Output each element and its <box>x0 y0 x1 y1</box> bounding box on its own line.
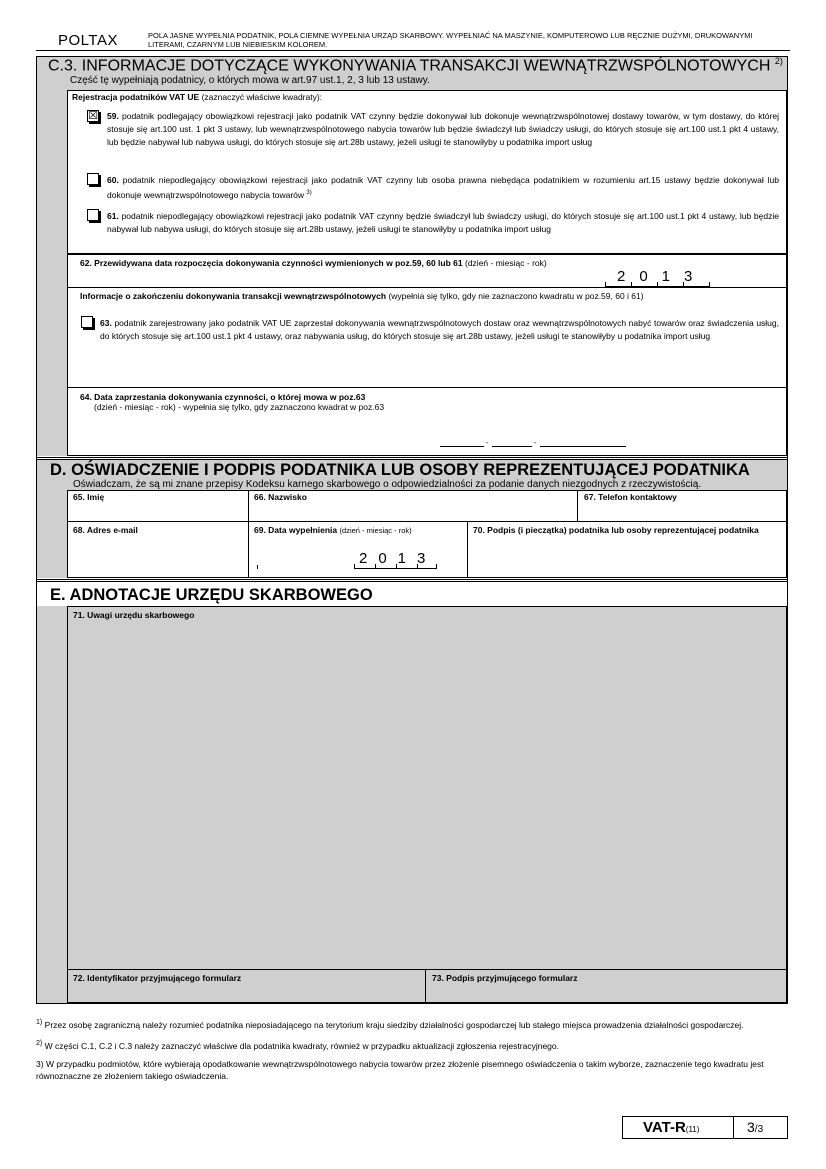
e-title: E. ADNOTACJE URZĘDU SKARBOWEGO <box>50 586 373 604</box>
termination-label-text: Informacje o zakończeniu dokonywania transakcji wewnątrzwspólnotowych <box>80 291 387 301</box>
option-63-number: 63. <box>100 318 112 328</box>
option-63-text: podatnik zarejestrowany jako podatnik VAT UE zaprzestał dokonywania wewnątrzwspólnotowych dostaw oraz wewnątrzwspólnotowych nabyć towarów oraz świadczenia usług, do których stosuje się art.100 ust.1 pkt 4 ustawy, oraz nabywania usług, do których stosuje się art.28b ustawy, jeżeli usługi te stanowiłyby u podatnika import usług <box>100 318 779 341</box>
form-id-divider <box>733 1117 734 1138</box>
option-61-text: podatnik niepodlegający obowiązkowi rejestracji jako podatnik VAT czynny będzie świadczył lub świadczy usługi, do których stosuje się art.100 ust.1 pkt 4 ustawy, lub będzie nabywał lub nabywa usługi, do których stosuje się art.28b ustawy, jeżeli usługi te stanowiłyby u podatnika import usług <box>107 211 779 234</box>
registration-label-text: Rejestracja podatników VAT UE <box>72 92 200 102</box>
registration-hint: (zaznaczyć właściwe kwadraty): <box>201 92 323 102</box>
field-67-label: 67. Telefon kontaktowy <box>584 492 677 502</box>
field-62-label <box>80 258 547 268</box>
field-69-label <box>254 525 412 535</box>
footnote-2-mark: 2) <box>36 1038 43 1047</box>
page-current: 3 <box>747 1119 755 1135</box>
footnote-1-text: Przez osobę zagraniczną należy rozumieć podatnika nieposiadającego na terytorium kraju siedziby działalności gospodarczej lub stałego miejsca prowadzenia działalności gospodarczej. <box>44 1019 744 1030</box>
field-72-label: 72. Identyfikator przyjmującego formularz <box>73 973 242 983</box>
field-66-label: 66. Nazwisko <box>254 492 307 502</box>
field-69-value: 2013 <box>359 550 437 567</box>
termination-label <box>80 291 644 301</box>
footnote-2-text: W części C.1, C.2 i C.3 należy zaznaczyć właściwe dla podatnika kwadraty, również w przypadku aktualizacji zgłoszenia rejestracyjnego. <box>44 1040 559 1051</box>
section-e-divider <box>37 579 787 582</box>
c3-gutter <box>37 90 67 456</box>
option-59-text: podatnik podlegający obowiązkowi rejestracji jako podatnik VAT czynny będzie dokonywał lub dokonuje wewnątrzwspólnotowej dostawy towarów, w tym dostawy, do której stosuje się art.100 ust. 1 pkt 3 ustawy, lub wewnątrzwspólnotowego nabycia towarów lub będzie świadczył lub świadczy usługi, do których stosuje się art.100 ust.1 pkt 4 ustawy, lub będzie nabywał lub nabywa usługi, do których stosuje się art.28b ustawy, jeżeli usługi te stanowiłyby u podatnika import usług <box>107 111 779 147</box>
field-71 <box>67 606 787 970</box>
c3-subtitle: Część tę wypełniają podatnicy, o których mowa w art.97 ust.1, 2, 3 lub 13 ustawy. <box>70 75 430 86</box>
checkbox-59[interactable]: ☒ <box>88 110 98 122</box>
field-70-label: 70. Podpis (i pieczątka) podatnika lub osoby reprezentującej podatnika <box>473 525 759 535</box>
option-61-number: 61. <box>107 211 119 221</box>
field-69-label-text: 69. Data wypełnienia <box>254 525 338 535</box>
option-60-number: 60. <box>107 175 119 185</box>
footnote-1-mark: 1) <box>36 1018 43 1026</box>
footnote-1 <box>36 1016 790 1031</box>
field-62-date <box>605 270 710 287</box>
field-65-label: 65. Imię <box>73 492 105 502</box>
form-code: VAT-R <box>643 1119 686 1136</box>
header-divider <box>36 50 790 51</box>
c3-title-text: C.3. INFORMACJE DOTYCZĄCE WYKONYWANIA TRANSAKCJI WEWNĄTRZWSPÓLNOTOWYCH <box>48 57 771 75</box>
option-63 <box>100 317 779 343</box>
checkbox-63[interactable] <box>81 316 93 328</box>
d-subtitle: Oświadczam, że są mi znane przepisy Kodeksu karnego skarbowego o odpowiedzialności za podanie danych niezgodnych z rzeczywistością. <box>73 479 702 490</box>
d-title: D. OŚWIADCZENIE I PODPIS PODATNIKA LUB OSOBY REPREZENTUJĄCEJ PODATNIKA <box>50 461 750 479</box>
option-61 <box>107 210 779 236</box>
option-60-text: podatnik niepodlegający obowiązkowi rejestracji jako podatnik VAT czynny lub osoba prawna niebędąca podatnikiem w rozumieniu art.15 ustawy będzie dokonywał lub dokonuje wewnątrzwspólnotowego nabycia towarów <box>107 175 779 200</box>
field-69-left-tick <box>257 565 258 569</box>
field-73-label: 73. Podpis przyjmującego formularz <box>432 973 578 983</box>
d-gutter <box>37 490 67 578</box>
field-64-date: - - <box>440 441 626 447</box>
registration-label <box>72 92 322 102</box>
header-instructions: POLA JASNE WYPEŁNIA PODATNIK, POLA CIEMNE WYPEŁNIA URZĄD SKARBOWY. WYPEŁNIAĆ NA MASZYNIE, KOMPUTEROWO LUB RĘCZNIE DUŻYMI, DRUKOWANYMI LITERAMI, CZARNYM LUB NIEBIESKIM KOLOREM. <box>148 31 753 49</box>
form-version: (11) <box>685 1125 700 1134</box>
form-id-box <box>622 1116 788 1139</box>
field-68-label: 68. Adres e-mail <box>73 525 138 535</box>
c3-title <box>48 56 783 75</box>
termination-hint: (wypełnia się tylko, gdy nie zaznaczono kwadratu w poz.59, 60 i 61) <box>388 291 644 301</box>
field-64-hint: (dzień - miesiąc - rok) - wypełnia się tylko, gdy zaznaczono kwadrat w poz.63 <box>94 402 385 412</box>
poltax-logo: POLTAX <box>58 32 118 49</box>
page-number <box>747 1119 763 1135</box>
field-62-label-text: 62. Przewidywana data rozpoczęcia dokonywania czynności wymienionych w poz.59, 60 lub 61 <box>80 258 463 268</box>
field-62-value: 2013 <box>617 268 707 285</box>
checkbox-60[interactable] <box>87 173 99 185</box>
field-62-hint: (dzień - miesiąc - rok) <box>465 258 547 268</box>
field-64-label: 64. Data zaprzestania dokonywania czynności, o której mowa w poz.63 <box>80 392 366 402</box>
field-69-hint: (dzień - miesiąc - rok) <box>339 526 412 535</box>
footnote-3-text: W przypadku podmiotów, które wybierają opodatkowanie wewnątrzwspólnotowego nabycia towarów przez złożenie pisemnego oświadczenia o takim wyborze, zaznaczenie tego kwadratu jest równoznaczne ze złożeniem takiego oświadczenia. <box>36 1058 764 1081</box>
footnote-3 <box>36 1058 790 1082</box>
footnote-2 <box>36 1037 790 1052</box>
option-60 <box>107 174 779 202</box>
option-59 <box>107 110 779 149</box>
footnote-3-mark: 3) <box>36 1058 44 1069</box>
footnotes <box>36 1016 790 1082</box>
e-gutter <box>37 606 67 1003</box>
field-69-date <box>354 552 437 569</box>
field-71-label: 71. Uwagi urzędu skarbowego <box>73 610 195 620</box>
form-name <box>643 1119 699 1136</box>
page-total: /3 <box>754 1124 764 1135</box>
option-59-number: 59. <box>107 111 119 121</box>
checkbox-61[interactable] <box>87 209 99 221</box>
c3-title-footnote: 2) <box>774 56 783 66</box>
option-60-footnote: 3) <box>306 190 312 196</box>
